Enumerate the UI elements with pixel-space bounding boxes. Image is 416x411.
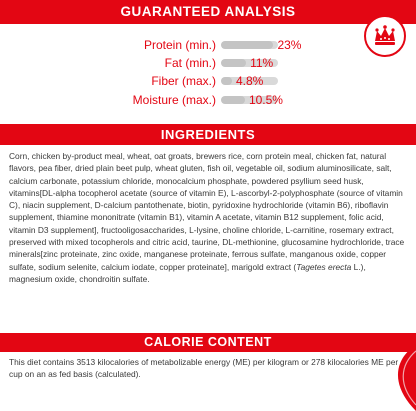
analysis-label: Fat (min.) bbox=[164, 56, 216, 70]
calorie-content-text: This diet contains 3513 kilocalories of metabolizable energy (ME) per kilogram or 278 kilocalories ME per cup on an as fed basis (calculated). bbox=[9, 357, 399, 379]
ingredients-banner: INGREDIENTS bbox=[0, 124, 416, 145]
ingredients-text-end: L.), magnesium oxide, chondroitin sulfate. bbox=[9, 261, 366, 284]
analysis-value: 4.8% bbox=[235, 74, 264, 88]
analysis-row bbox=[0, 37, 416, 53]
analysis-row bbox=[0, 55, 416, 71]
analysis-bar-fill bbox=[221, 96, 245, 104]
analysis-label: Moisture (max.) bbox=[132, 93, 216, 107]
ingredients-text bbox=[9, 150, 409, 285]
analysis-value: 10.5% bbox=[248, 93, 283, 107]
royal-crown-icon-svg bbox=[366, 17, 404, 55]
analysis-row bbox=[0, 73, 416, 89]
royal-crown-icon bbox=[364, 15, 406, 57]
decorative-red-wave bbox=[376, 345, 416, 411]
analysis-value: 11% bbox=[250, 56, 274, 70]
analysis-bar-fill bbox=[221, 41, 273, 49]
analysis-label: Protein (min.) bbox=[143, 38, 216, 52]
ingredients-text-main: Corn, chicken by-product meal, wheat, oat groats, brewers rice, corn protein meal, chicken fat, natural flavors, pea fiber, dried plain beet pulp, wheat gluten, fish oil, vegetable oil, sodium aluminosilicate, salt, calcium carbonate, potassium chloride, monocalcium phosphate, powdered psyllium seed husk, vitamins[DL-alpha tocopherol acetate (source of vitamin E), L-ascorbyl-2-polyphosphate (source of vitamin C), niacin supplement, D-calcium pantothenate, biotin, pyridoxine hydrochloride (vitamin B6), riboflavin supplement, thiamine mononitrate (vitamin B1), vitamin A acetate, vitamin B12 supplement, folic acid, vitamin D3 supplement], fructooligosaccharides, L-lysine, choline chloride, L-carnitine, rosemary extract, preserved with mixed tocopherols and citric acid, taurine, DL-methionine, glucosamine hydrochloride, trace minerals[zinc proteinate, zinc oxide, manganese proteinate, ferrous sulfate, manganous oxide, copper sulfate, sodium selenite, calcium iodate, copper proteinate], marigold extract ( bbox=[9, 151, 405, 272]
analysis-bar-fill bbox=[221, 77, 232, 85]
analysis-row bbox=[0, 92, 416, 108]
analysis-bar-track bbox=[221, 41, 278, 49]
guaranteed-analysis-banner: GUARANTEED ANALYSIS bbox=[0, 0, 416, 24]
calorie-content-banner: CALORIE CONTENT bbox=[0, 333, 416, 352]
analysis-value: 23% bbox=[277, 38, 302, 52]
analysis-bar-fill bbox=[221, 59, 246, 67]
analysis-label: Fiber (max.) bbox=[151, 74, 216, 88]
ingredients-text-italic: Tagetes erecta bbox=[296, 261, 352, 272]
